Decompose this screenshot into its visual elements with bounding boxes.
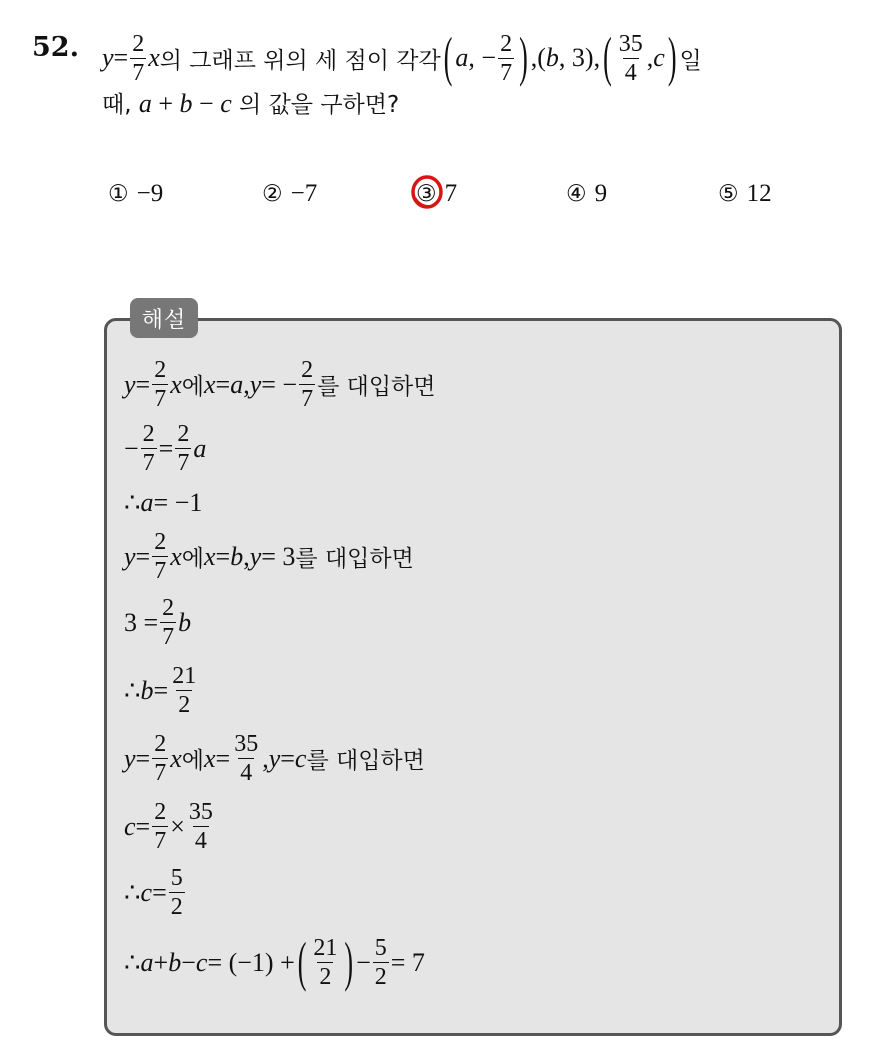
denominator: 7 bbox=[500, 59, 513, 86]
fraction bbox=[311, 936, 339, 989]
var-x: x bbox=[170, 743, 182, 773]
comma: , bbox=[243, 369, 250, 399]
var-x: x bbox=[203, 541, 216, 571]
minus: − bbox=[356, 947, 371, 977]
solution-line-6 bbox=[124, 664, 200, 717]
fraction bbox=[152, 800, 168, 853]
numerator: 35 bbox=[234, 731, 259, 757]
value: = −1 bbox=[153, 488, 203, 517]
fraction bbox=[175, 422, 191, 475]
numerator: 2 bbox=[162, 595, 175, 621]
minus: − bbox=[192, 89, 221, 118]
var-a: a bbox=[140, 488, 154, 517]
equals: = bbox=[152, 877, 167, 907]
separator: , bbox=[593, 43, 601, 72]
equals: = bbox=[153, 675, 169, 705]
denominator: 7 bbox=[154, 828, 167, 854]
denominator: 2 bbox=[170, 894, 183, 920]
therefore: ∴ bbox=[124, 877, 141, 907]
equals: = bbox=[135, 811, 151, 841]
equals-neg: = − bbox=[261, 369, 298, 399]
denominator: 7 bbox=[162, 624, 175, 650]
solution-line-9 bbox=[124, 866, 187, 919]
var-a: a bbox=[138, 89, 152, 118]
fraction bbox=[160, 596, 176, 649]
numerator: 21 bbox=[172, 663, 197, 689]
equals-expr: = (−1) + bbox=[207, 947, 295, 977]
comma-3: , 3 bbox=[558, 43, 585, 72]
open-paren: ( bbox=[537, 43, 546, 72]
denominator: 7 bbox=[142, 450, 155, 476]
choice-number: ② bbox=[262, 181, 283, 207]
choice-value: −7 bbox=[290, 180, 318, 207]
var-a: a bbox=[140, 947, 154, 977]
var-a: a bbox=[455, 43, 469, 72]
numerator: 5 bbox=[170, 865, 183, 891]
var-b: b bbox=[230, 541, 244, 571]
lhs: 3 = bbox=[124, 607, 159, 637]
solution-line-8 bbox=[124, 800, 217, 853]
fraction bbox=[130, 32, 146, 85]
answer-choices bbox=[108, 180, 868, 216]
times: × bbox=[170, 811, 185, 841]
fraction bbox=[498, 32, 514, 85]
denominator: 7 bbox=[154, 386, 167, 412]
text: 에 bbox=[181, 546, 204, 572]
choice-number: ① bbox=[108, 181, 129, 207]
question-line-2 bbox=[102, 86, 399, 119]
fraction bbox=[152, 358, 168, 411]
solution-line-1 bbox=[124, 358, 435, 411]
choice-value: −9 bbox=[136, 180, 164, 207]
fraction bbox=[141, 422, 157, 475]
numerator: 2 bbox=[500, 30, 513, 57]
equals: = bbox=[135, 541, 151, 571]
question-text: 일 bbox=[679, 47, 702, 74]
fraction bbox=[152, 530, 168, 583]
var-b: b bbox=[178, 607, 192, 637]
text: 에 bbox=[181, 748, 204, 774]
text: 를 대입하면 bbox=[295, 546, 414, 572]
question-text: 의 값을 구하면? bbox=[231, 92, 400, 118]
plus: + bbox=[151, 89, 180, 118]
comma: , bbox=[262, 743, 269, 773]
solution-line-7 bbox=[124, 732, 425, 785]
choice-2[interactable] bbox=[262, 180, 317, 208]
fraction bbox=[299, 358, 315, 411]
var-y: y bbox=[249, 541, 262, 571]
numerator: 2 bbox=[154, 731, 167, 757]
therefore: ∴ bbox=[124, 675, 141, 705]
numerator: 2 bbox=[301, 357, 314, 383]
solution-box bbox=[104, 318, 842, 1036]
var-c: c bbox=[140, 877, 153, 907]
var-y: y bbox=[268, 743, 281, 773]
numerator: 2 bbox=[154, 799, 167, 825]
minus: − bbox=[124, 433, 139, 463]
var-y: y bbox=[124, 541, 136, 571]
question-number: 52. bbox=[32, 32, 79, 63]
equals: = bbox=[158, 433, 174, 463]
var-y: y bbox=[124, 369, 136, 399]
solution-line-4 bbox=[124, 530, 414, 583]
equals: = bbox=[215, 743, 231, 773]
result: = 7 bbox=[390, 947, 425, 977]
solution-line-5 bbox=[124, 596, 191, 649]
choice-number: ⑤ bbox=[718, 181, 739, 207]
fraction bbox=[617, 32, 645, 85]
equals: = bbox=[135, 369, 151, 399]
var-x: x bbox=[203, 743, 216, 773]
answer-circle-mark-icon bbox=[409, 173, 445, 211]
var-c: c bbox=[653, 43, 665, 72]
choice-value: 9 bbox=[594, 180, 608, 207]
fraction bbox=[152, 732, 168, 785]
comma: , bbox=[646, 43, 654, 72]
choice-1[interactable] bbox=[108, 180, 163, 208]
comma-neg: , − bbox=[468, 43, 497, 72]
equals: = bbox=[113, 43, 129, 72]
close-paren: ) bbox=[344, 931, 354, 992]
solution-line-10 bbox=[124, 931, 425, 992]
fraction bbox=[373, 936, 389, 989]
var-x: x bbox=[148, 43, 160, 72]
equals: = bbox=[280, 743, 295, 773]
choice-value: 7 bbox=[444, 180, 458, 207]
numerator: 5 bbox=[374, 935, 387, 961]
var-c: c bbox=[294, 743, 307, 773]
text: 에 bbox=[181, 374, 204, 400]
solution-line-2 bbox=[124, 422, 206, 475]
fraction bbox=[232, 732, 260, 785]
plus: + bbox=[153, 947, 169, 977]
denominator: 7 bbox=[301, 386, 314, 412]
close-paren: ) bbox=[667, 26, 677, 88]
var-c: c bbox=[124, 811, 136, 841]
var-b: b bbox=[179, 89, 193, 118]
equals: = bbox=[135, 743, 151, 773]
var-y: y bbox=[102, 43, 114, 72]
var-x: x bbox=[170, 369, 182, 399]
denominator: 4 bbox=[624, 59, 637, 86]
text: 를 대입하면 bbox=[306, 748, 425, 774]
denominator: 7 bbox=[177, 450, 190, 476]
choice-value: 12 bbox=[746, 180, 772, 207]
numerator: 2 bbox=[142, 421, 155, 447]
equals: = bbox=[215, 369, 231, 399]
open-paren: ( bbox=[603, 26, 612, 88]
numerator: 21 bbox=[313, 935, 338, 961]
numerator: 2 bbox=[177, 421, 190, 447]
solution-line-3 bbox=[124, 488, 202, 518]
equals: = bbox=[215, 541, 231, 571]
close-paren: ) bbox=[519, 26, 528, 88]
numerator: 2 bbox=[154, 529, 167, 555]
var-y: y bbox=[124, 743, 136, 773]
var-x: x bbox=[170, 541, 182, 571]
close-paren: ) bbox=[584, 43, 594, 72]
choice-5[interactable] bbox=[718, 180, 772, 208]
denominator: 2 bbox=[178, 692, 191, 718]
var-a: a bbox=[230, 369, 244, 399]
denominator: 4 bbox=[240, 760, 253, 786]
choice-number: ③ bbox=[416, 181, 437, 207]
fraction bbox=[187, 800, 215, 853]
denominator: 7 bbox=[132, 59, 145, 86]
separator: , bbox=[530, 43, 538, 72]
var-y: y bbox=[249, 369, 262, 399]
text: 를 대입하면 bbox=[317, 374, 436, 400]
therefore: ∴ bbox=[124, 947, 141, 977]
fraction bbox=[170, 664, 198, 717]
denominator: 4 bbox=[194, 828, 207, 854]
denominator: 7 bbox=[154, 558, 167, 584]
open-paren: ( bbox=[443, 26, 453, 88]
solution-tag: 해설 bbox=[130, 298, 198, 338]
numerator: 2 bbox=[154, 357, 167, 383]
var-b: b bbox=[168, 947, 182, 977]
var-b: b bbox=[545, 43, 559, 72]
choice-4[interactable] bbox=[566, 180, 607, 208]
open-paren: ( bbox=[297, 931, 307, 992]
numerator: 2 bbox=[132, 30, 145, 57]
question-text: 때, bbox=[102, 92, 139, 118]
var-b: b bbox=[140, 675, 154, 705]
numerator: 35 bbox=[188, 799, 213, 825]
fraction bbox=[169, 866, 185, 919]
equals-3: = 3 bbox=[261, 541, 296, 571]
numerator: 35 bbox=[618, 30, 643, 57]
therefore: ∴ bbox=[124, 488, 141, 517]
minus: − bbox=[181, 947, 196, 977]
var-x: x bbox=[203, 369, 216, 399]
question-text: 의 그래프 위의 세 점이 각각 bbox=[159, 47, 441, 74]
denominator: 7 bbox=[154, 760, 167, 786]
choice-number: ④ bbox=[566, 181, 587, 207]
comma: , bbox=[243, 541, 250, 571]
var-a: a bbox=[193, 433, 207, 463]
var-c: c bbox=[195, 947, 208, 977]
choice-3[interactable] bbox=[416, 180, 457, 208]
var-c: c bbox=[220, 89, 232, 118]
denominator: 2 bbox=[319, 964, 332, 990]
denominator: 2 bbox=[374, 964, 387, 990]
